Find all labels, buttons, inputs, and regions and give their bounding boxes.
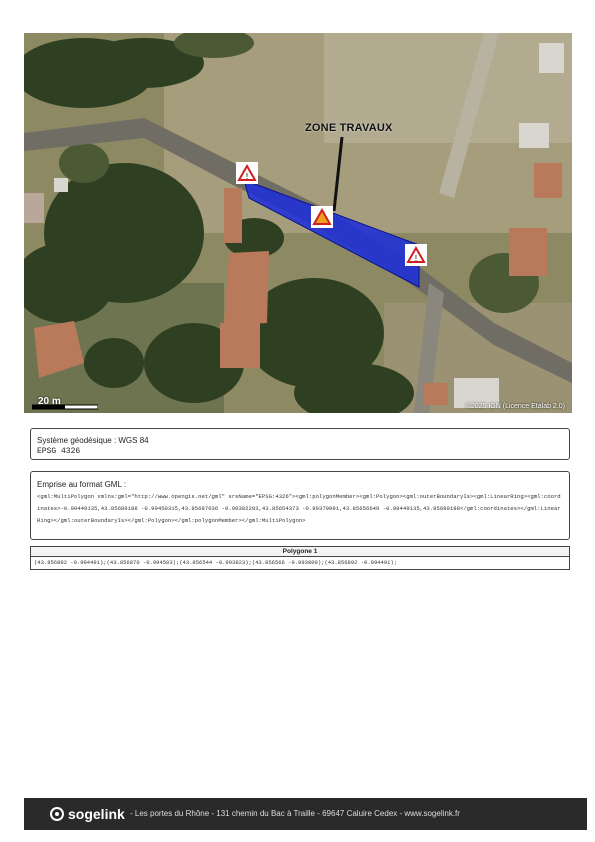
warning-sign-icon — [236, 162, 258, 184]
epsg-line: EPSG 4326 — [37, 447, 81, 456]
gml-code: <gml:MultiPolygon xmlns:gml="http://www.opengis.net/gml" srsName="EPSG:4326"><gml:polygonMember><gml:Polygon><gml:outerBoundaryIs><gml:LinearRing><gml:coordinates>-0.99449135,43.85689188 -0.99450315,43.85687036 -0.99382293,43.85654373 -0.99379991,43.85656649 -0.99449135,43.85689188</gml:coordinates></gml:LinearRing></gml:outerBoundaryIs></gml:Polygon></gml:polygonMember></gml:MultiPolygon> — [37, 493, 561, 524]
gml-title: Emprise au format GML : — [37, 480, 127, 489]
sogelink-logo-icon — [50, 807, 64, 821]
gml-box — [30, 471, 570, 540]
scale-label: 20 m — [38, 396, 61, 407]
zone-travaux-label: ZONE TRAVAUX — [305, 122, 393, 134]
roadworks-sign-icon — [311, 206, 333, 228]
warning-sign-icon — [405, 244, 427, 266]
aerial-map[interactable] — [24, 33, 572, 413]
svg-text:!: ! — [414, 254, 418, 263]
footer-address: - Les portes du Rhône - 131 chemin du Bac à Traille - 69647 Caluire Cedex - www.sogelink.fr — [130, 809, 460, 818]
geodesic-system-box — [30, 428, 570, 460]
svg-text:!: ! — [245, 172, 249, 181]
polygon-header: Polygone 1 — [31, 547, 569, 557]
footer-bar — [24, 798, 587, 830]
brand-name: sogelink — [68, 806, 125, 822]
polygon-row: (43.856892 -0.994491);(43.856870 -0.994503);(43.856544 -0.993823);(43.856566 -0.993800);(43.856892 -0.994491); — [34, 559, 398, 566]
geodesic-system-line: Système géodésique : WGS 84 — [37, 436, 149, 445]
map-copyright: ©2025 IGN (Licence Etalab 2.0) — [465, 403, 565, 410]
aerial-photo — [24, 33, 572, 413]
polygon-table — [30, 546, 570, 570]
